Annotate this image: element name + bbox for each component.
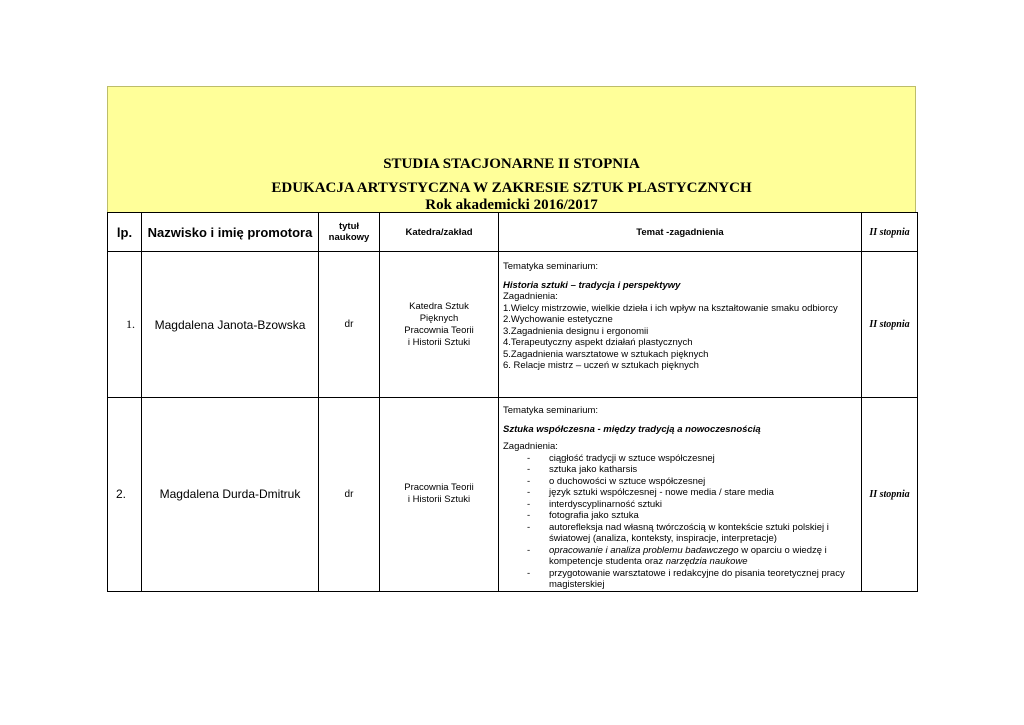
topic-label: Tematyka seminarium:: [503, 405, 599, 416]
issue-item: - o duchowości w sztuce współczesnej: [503, 476, 857, 488]
row-title: dr: [319, 252, 380, 398]
issue-text: w oparciu o wiedzę i kompetencje studenta oraz: [549, 544, 827, 567]
row-level: II stopnia: [862, 252, 918, 398]
dept-line: i Historii Sztuki: [407, 494, 471, 506]
issue-item: - ciągłość tradycji w sztuce współczesnej: [503, 453, 857, 465]
row-topic: [499, 398, 862, 592]
row-name: Magdalena Janota-Bzowska: [142, 252, 319, 398]
col-header-name: Nazwisko i imię promotora: [142, 213, 319, 252]
supervisors-table: [107, 212, 918, 592]
issue-item: 1.Wielcy mistrzowie, wielkie dzieła i ich wpływ na kształtowanie smaku odbiorcy: [503, 302, 838, 314]
issue-item: - fotografia jako sztuka: [503, 510, 857, 522]
issue-item: - interdyscyplinarność sztuki: [503, 499, 857, 511]
row-dept: [380, 252, 499, 398]
header-banner: [107, 86, 916, 212]
header-line-3: Rok akademicki 2016/2017: [425, 197, 598, 213]
col-header-title: [319, 213, 380, 252]
col-header-title-b: naukowy: [328, 232, 370, 243]
row-lp: 1.: [108, 252, 142, 398]
issue-item: - sztuka jako katharsis: [503, 464, 857, 476]
row-dept: [380, 398, 499, 592]
dept-line: Pięknych: [419, 312, 459, 324]
table-header-row: [108, 213, 918, 252]
issues-label: Zagadnienia:: [503, 441, 558, 452]
issues-list: [503, 453, 857, 591]
issue-item: 3.Zagadnienia designu i ergonomii: [503, 325, 649, 337]
header-line-2: EDUKACJA ARTYSTYCZNA W ZAKRESIE SZTUK PLASTYCZNYCH: [271, 180, 752, 196]
row-name: Magdalena Durda-Dmitruk: [142, 398, 319, 592]
issue-item: - autorefleksja nad własną twórczością w kontekście sztuki polskiej i światowej (analiza, konteksty, inspiracje, interpretacje): [503, 522, 857, 545]
col-header-topic: Temat -zagadnienia: [499, 213, 862, 252]
table-row: [108, 398, 918, 592]
issue-item: - język sztuki współczesnej - nowe media / stare media: [503, 487, 857, 499]
col-header-title-a: tytuł: [338, 221, 360, 232]
topic-label: Tematyka seminarium:: [503, 261, 599, 272]
issue-item: 2.Wychowanie estetyczne: [503, 314, 613, 325]
topic-subject: Historia sztuki – tradycja i perspektywy: [503, 279, 681, 291]
row-topic: [499, 252, 862, 398]
dept-line: Katedra Sztuk: [409, 300, 469, 312]
col-header-lp: lp.: [108, 213, 142, 252]
issue-italic: opracowanie i analiza problemu badawczego: [549, 544, 739, 556]
row-level: II stopnia: [862, 398, 918, 592]
dept-line: Pracownia Teorii: [404, 482, 474, 494]
issue-item: [503, 545, 857, 568]
row-lp: 2.: [108, 398, 142, 592]
table-row: [108, 252, 918, 398]
issue-italic: narzędzia naukowe: [665, 556, 748, 567]
row-title: dr: [319, 398, 380, 592]
issue-item: 4.Terapeutyczny aspekt działań plastycznych: [503, 337, 693, 348]
col-header-level: II stopnia: [862, 213, 918, 252]
header-line-1: STUDIA STACJONARNE II STOPNIA: [383, 156, 640, 172]
issue-item: - przygotowanie warsztatowe i redakcyjne do pisania teoretycznej pracy magisterskiej: [503, 568, 857, 591]
col-header-dept: Katedra/zakład: [380, 213, 499, 252]
issue-item: 6. Relacje mistrz – uczeń w sztukach pięknych: [503, 360, 699, 371]
issues-label: Zagadnienia:: [503, 291, 558, 302]
issue-item: 5.Zagadnienia warsztatowe w sztukach pięknych: [503, 348, 709, 360]
dept-line: i Historii Sztuki: [407, 336, 471, 348]
topic-subject: Sztuka współczesna - między tradycją a nowoczesnością: [503, 423, 761, 435]
dept-line: Pracownia Teorii: [404, 324, 474, 336]
